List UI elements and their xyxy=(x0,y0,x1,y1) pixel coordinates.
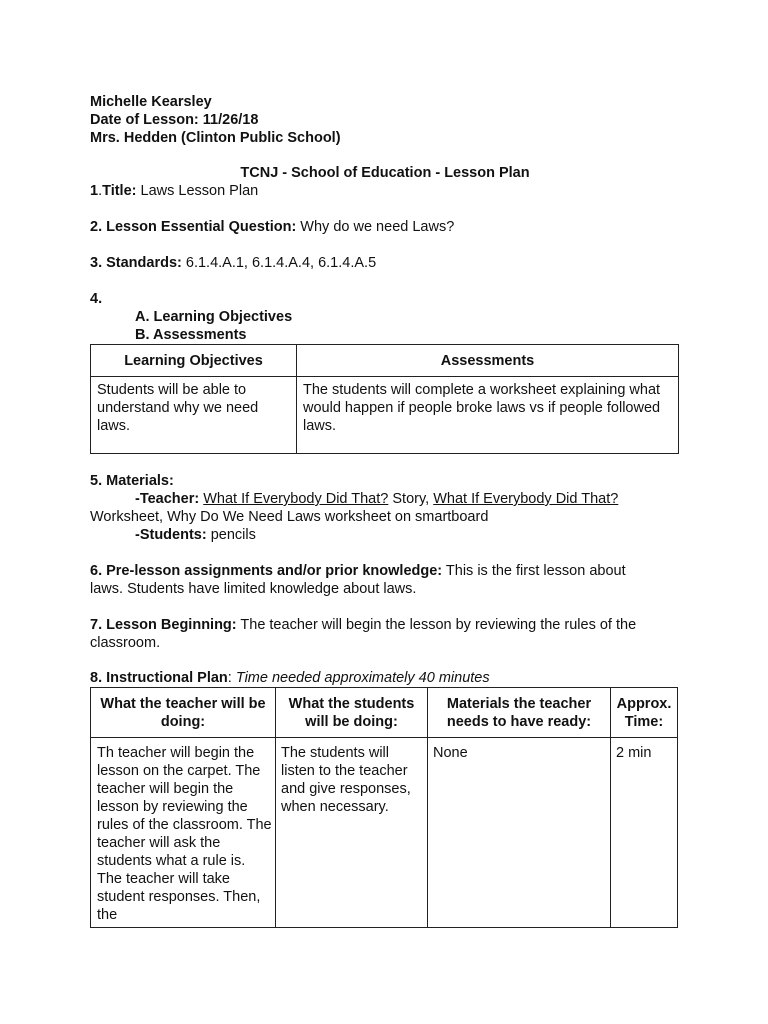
instructional-plan-table xyxy=(90,687,678,928)
essential-question-label: 2. Lesson Essential Question: xyxy=(90,219,297,235)
objectives-table xyxy=(90,344,679,454)
table-header: What the students will be doing: xyxy=(276,688,428,738)
table-header: Materials the teacher needs to have ready: xyxy=(428,688,611,738)
materials-teacher-continued: Worksheet, Why Do We Need Laws worksheet on smartboard xyxy=(90,509,489,525)
standards-value: 6.1.4.A.1, 6.1.4.A.4, 6.1.4.A.5 xyxy=(181,255,377,271)
assessments-heading: B. Assessments xyxy=(135,327,247,343)
prior-knowledge-value: This is the first lesson about laws. Students have limited knowledge about laws. xyxy=(90,563,626,597)
materials-students-line xyxy=(90,526,680,544)
section-standards xyxy=(90,254,680,272)
section-title-value: Laws Lesson Plan xyxy=(136,183,259,199)
section-prior-knowledge xyxy=(90,562,660,598)
section-4-label: 4. xyxy=(90,291,103,307)
section-instructional-plan xyxy=(90,669,680,687)
materials-label: 5. Materials: xyxy=(90,473,174,489)
learning-objectives-heading: A. Learning Objectives xyxy=(135,309,293,325)
section-lesson-beginning xyxy=(90,616,670,652)
table-row xyxy=(91,377,679,454)
table-cell: None xyxy=(428,738,611,928)
essential-question-value: Why do we need Laws? xyxy=(296,219,455,235)
table-cell: The students will complete a worksheet explaining what would happen if people broke laws vs if people followed laws. xyxy=(297,377,679,454)
materials-separator: Story, xyxy=(388,491,434,507)
worksheet-title: What If Everybody Did That? xyxy=(433,491,619,507)
table-header: Learning Objectives xyxy=(91,345,297,377)
table-cell: The students will listen to the teacher and give responses, when necessary. xyxy=(276,738,428,928)
table-header: Approx. Time: xyxy=(611,688,678,738)
lesson-date: Date of Lesson: 11/26/18 xyxy=(90,112,259,128)
time-needed-note: Time needed approximately 40 minutes xyxy=(235,670,490,686)
table-cell: Th teacher will begin the lesson on the carpet. The teacher will begin the lesson by reviewing the rules of the classroom. The teacher will ask the students what a rule is. The teacher will take student responses. Then, the xyxy=(91,738,276,928)
table-header-row xyxy=(91,345,679,377)
lesson-beginning-label: 7. Lesson Beginning: xyxy=(90,617,237,633)
book-title: What If Everybody Did That? xyxy=(203,491,389,507)
section-number: 1 xyxy=(90,183,99,199)
table-cell: 2 min xyxy=(611,738,678,928)
table-cell: Students will be able to understand why we need laws. xyxy=(91,377,297,454)
section-title: 1.Title: Laws Lesson Plan xyxy=(90,183,259,199)
instructional-plan-colon: : xyxy=(227,670,236,686)
teacher-materials-label: -Teacher: xyxy=(135,491,200,507)
table-header-row xyxy=(91,688,678,738)
author-name: Michelle Kearsley xyxy=(90,94,212,110)
document-title: TCNJ - School of Education - Lesson Plan xyxy=(240,165,530,181)
table-header: What the teacher will be doing: xyxy=(91,688,276,738)
lesson-plan-page xyxy=(90,93,680,928)
cooperating-teacher: Mrs. Hedden (Clinton Public School) xyxy=(90,130,341,146)
standards-label: 3. Standards: xyxy=(90,255,182,271)
table-row xyxy=(91,738,678,928)
section-essential-question xyxy=(90,218,680,236)
students-materials-value: pencils xyxy=(206,527,256,543)
table-header: Assessments xyxy=(297,345,679,377)
prior-knowledge-label: 6. Pre-lesson assignments and/or prior knowledge: xyxy=(90,563,443,579)
lesson-beginning-value: The teacher will begin the lesson by reviewing the rules of the classroom. xyxy=(90,617,637,651)
section-title-label: Title: xyxy=(102,183,137,199)
materials-teacher-line xyxy=(90,490,680,508)
instructional-plan-label: 8. Instructional Plan xyxy=(90,670,228,686)
students-materials-label: -Students: xyxy=(135,527,207,543)
